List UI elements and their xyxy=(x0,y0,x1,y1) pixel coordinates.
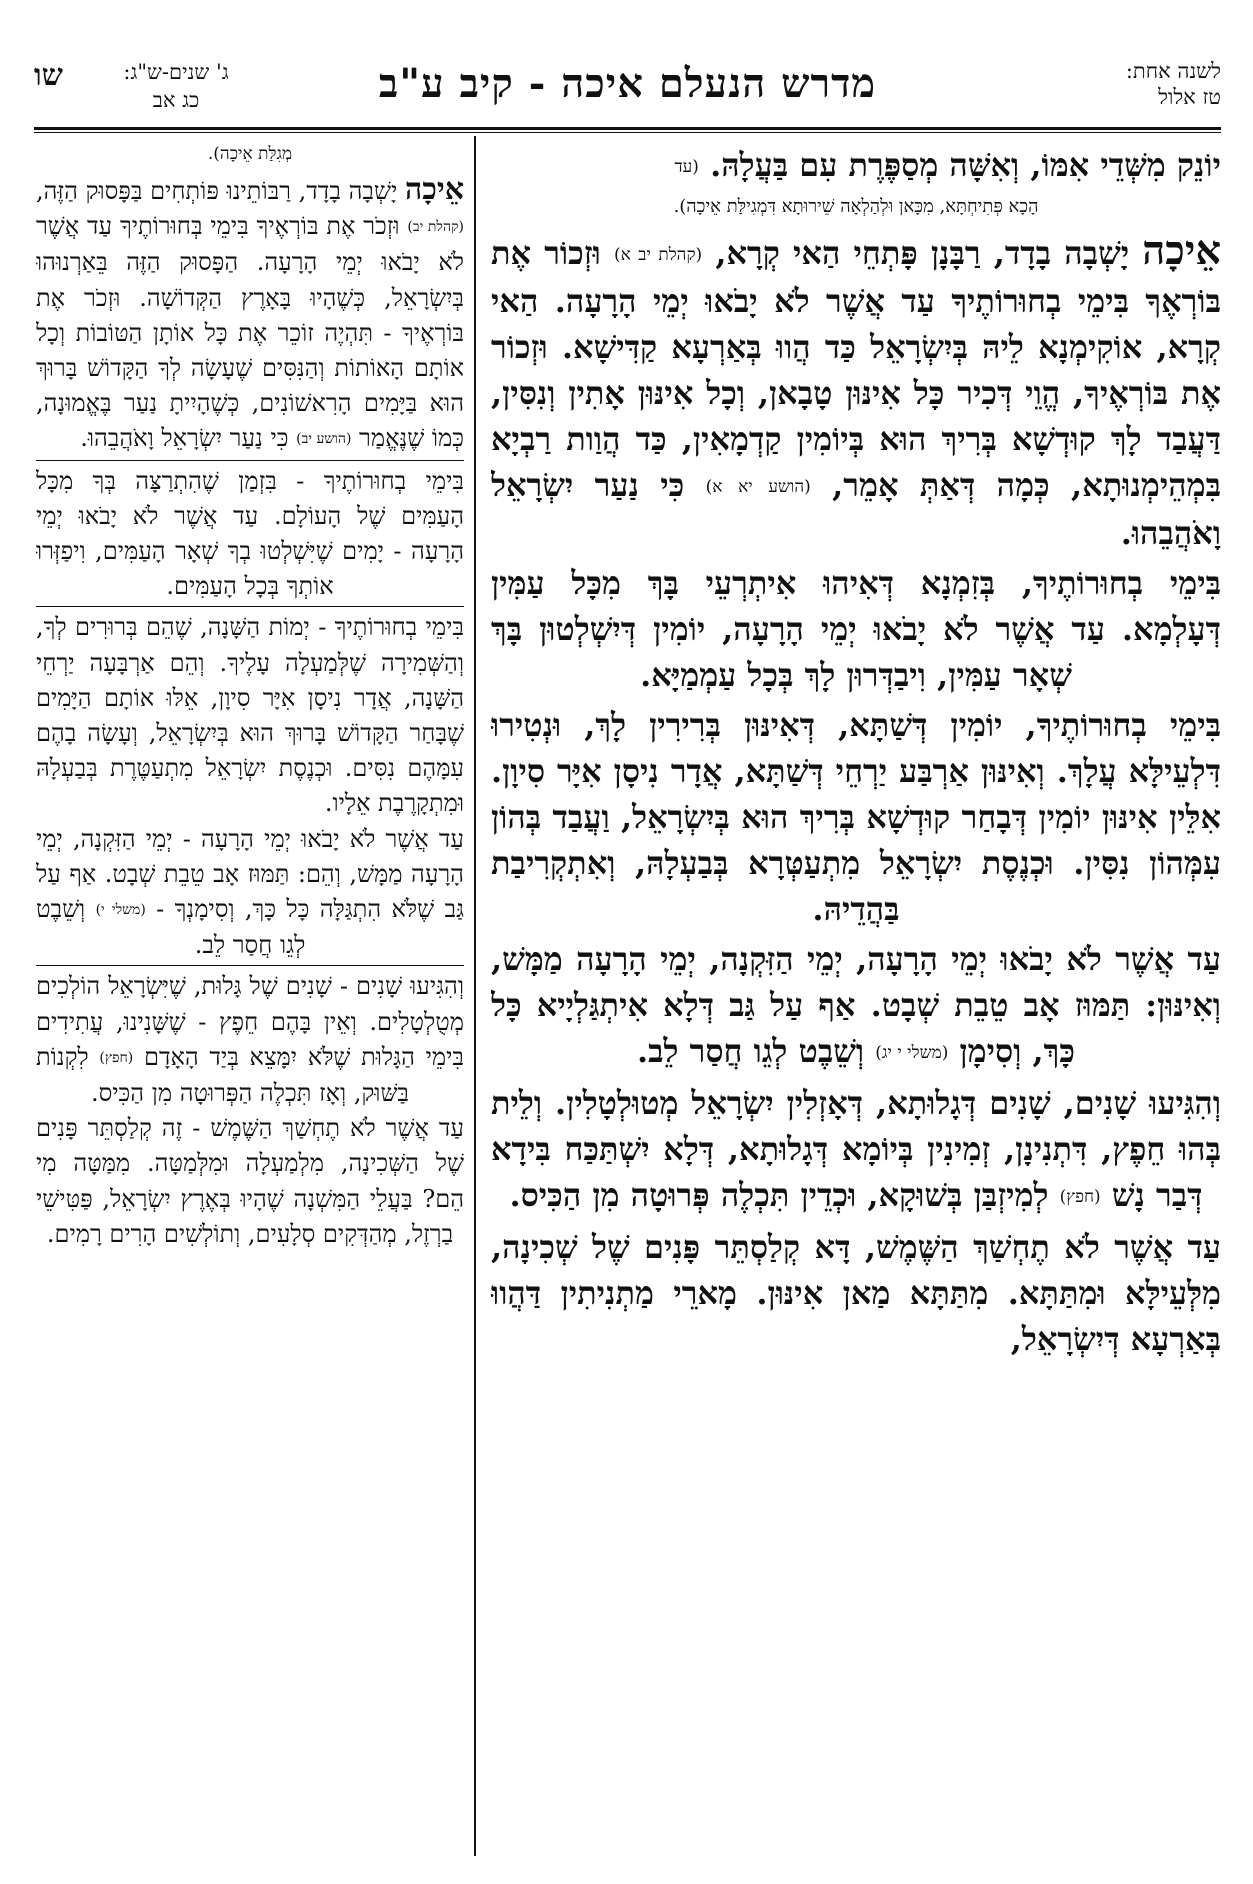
main-p5-text-b: לְמִיזְבַּן בְּשׁוּקָא, וּכְדֵין תִּכְלֶה פְּרוּטָה מִן הַכִּיס. xyxy=(509,1176,1049,1214)
side-p1-text-a: יָשְׁבָה בָדָד, רַבּוֹתֵינוּ פּוֹתְחִים בַּפָּסוּק הַזֶּה, xyxy=(36,177,398,205)
main-paragraph-3: בִּימֵי בְחוּרוֹתֶיךָ, יוֹמִין דְּשַׁתָּא, דְּאִינּוּן בְּרִירִין לָךְ, וּנְטִירוּ דִּלְעֵילָּא עֲלָךְ. וְאִינּוּן אַרְבַּע יַרְחֵי דְּשַׁתָּא, אֲדָר נִיסָן אִיָּר סִיוָן. אִלֵּין אִינּוּן יוֹמִין דְּבָחַר קוּדְשָׁא בְּרִיךְ הוּא בְּיִשְׂרָאֵל, וַעֲבַד בְּהוֹן עִמְּהוֹן נִסִּין. וּכְנֶסֶת יִשְׂרָאֵל מִתְעַטְּרָא בְּבַעְלָהּ, וְאִתְקְרִיבַת בַּהֲדֵיהּ. xyxy=(491,706,1221,928)
side-divider-3 xyxy=(36,965,464,966)
page-title: מדרש הנעלם איכה - קיב ע"ב xyxy=(378,60,877,107)
main-p5-cite: (חפץ) xyxy=(1059,1187,1101,1207)
side-translation-column xyxy=(36,142,464,1862)
side-divider-1 xyxy=(36,460,464,461)
main-paragraph-6: עַד אֲשֶׁר לֹא תֶחְשַׁךְ הַשֶּׁמֶשׁ, דָּא קְלַסְתֵּר פָּנִים שֶׁל שְׁכִינָה, מִלְּעֵילָּא וּמִתַּתָּא. מִתַּתָּא מַאן אִינּוּן. מָארֵי מַתְנִיתִין דַּהֲווּ בְּאַרְעָא דְּיִשְׂרָאֵל, xyxy=(491,1228,1221,1358)
main-paragraph-5 xyxy=(491,1080,1221,1220)
main-paragraph-4 xyxy=(491,936,1221,1076)
side-paragraph-1 xyxy=(36,172,464,458)
main-paragraph-2: בִּימֵי בְחוּרוֹתֶיךָ, בְּזִמְנָא דְּאִיהוּ אִיתְרְעֵי בָּךְ מִכָּל עַמִּין דְּעָלְמָא. עַד אֲשֶׁר לֹא יָבֹאוּ יְמֵי הָרָעָה, יוֹמִין דְּיִשְׁלְטוּן בָּךְ שְׁאָר עַמִּין, וִיבַדְּרוּן לָךְ בְּכָל עַמְמַיָּא. xyxy=(491,564,1221,694)
header-rule xyxy=(34,127,1221,130)
one-year-cycle-label: לשנה אחת: xyxy=(1125,59,1221,83)
side-divider-2 xyxy=(36,606,464,607)
side-p5-cite: (חפץ) xyxy=(99,1049,134,1066)
side-paragraph-2: בִּימֵי בְחוּרוֹתֶיךָ - בִּזְמַן שֶׁהִתְרַצָּה בְּךָ מִכָּל הָעַמִּים שֶׁל הָעוֹלָם. עַד אֲשֶׁר לֹא יָבֹאוּ יְמֵי הָרָעָה - יָמִים שֶׁיִּשְׁלְטוּ בְךָ שְׁאָר הָעַמִּים, וִיפַזְּרוּ אוֹתְךָ בְּכָל הָעַמִּים. xyxy=(36,466,464,601)
side-p5-text-b: לִקְנוֹת בַּשּׁוּק, וְאָז תִּכְלֶה הַפְּרוּטָה מִן הַכִּיס. xyxy=(36,1042,409,1108)
three-year-cycle-date: כג אב xyxy=(152,88,200,112)
side-paragraph-5 xyxy=(36,969,464,1111)
side-p4-text-a: עַד אֲשֶׁר לֹא יָבֹאוּ יְמֵי הָרָעָה - יְמֵי הַזִּקְנָה, יְמֵי הָרָעָה מַמָּשׁ, וְהֵם: תַּמּוּז אָב טֵבֵת שְׁבָט. אַף עַל גַּב שֶׁלֹּא הִתְגַּלָּה כָּל כָּךְ, וְסִימָנְךָ - xyxy=(36,824,464,924)
main-p4-cite: (משלי י יג) xyxy=(875,1043,949,1063)
page-header xyxy=(34,58,1221,124)
main-opening-line xyxy=(491,142,1221,190)
main-p1-lead-word: אֵיכָה xyxy=(1142,227,1221,274)
side-p4-cite: (משלי י) xyxy=(95,902,146,919)
main-opening-cite: (עד xyxy=(674,157,699,177)
main-p5-text-a: וְהִגִּיעוּ שָׁנִים, שָׁנִים דְּגָלוּתָא, דְּאָזְלִין יִשְׂרָאֵל מְטוּלְטָלִין. וְלֵית בְּהוּ חֵפֶץ, דִּתְנִינָן, זְמִינִין בְּיוֹמָא דְּגָלוּתָא, דְּלָא יִשְׁתַּכַּח בִּידָא דְּבַר נָשׁ xyxy=(491,1084,1221,1214)
header-rule-thin xyxy=(34,132,1221,133)
side-p4-text-b: וְשֵׁבֶט לְגֵו חֲסַר לֵב. xyxy=(36,895,306,960)
header-left-date xyxy=(96,58,256,114)
main-p1-text-c: כִּי נַעַר יִשְׂרָאֵל וָאֹהֲבֵהוּ. xyxy=(491,466,1221,552)
side-p1-cite-2: (הושע יב) xyxy=(296,431,352,448)
side-paragraph-6: עַד אֲשֶׁר לֹא תֶחְשַׁךְ הַשֶּׁמֶשׁ - זֶה קְלַסְתֵּר פָּנִים שֶׁל הַשְּׁכִינָה, מִלְמַעְלָה וּמִלְּמַטָּה. מִמַּטָּה מִי הֵם? בַּעֲלֵי הַמִּשְׁנָה שֶׁהָיוּ בְּאֶרֶץ יִשְׂרָאֵל, פַּטִּישֵׁי בַרְזֶל, מְהַדְּקִים סְלָעִים, וְתוֹלְשִׁים הָרִים רָמִים. xyxy=(36,1114,464,1248)
main-p1-text-a: יָשְׁבָה בָדָד, רַבָּנָן פָּתְחֵי הַאי קְרָא, xyxy=(715,234,1130,272)
main-p1-cite-2: (הושע יא א) xyxy=(705,477,811,497)
side-p1-lead-word: אֵיכָה xyxy=(404,172,464,207)
main-p1-cite-1: (קהלת יב א) xyxy=(614,245,703,265)
one-year-cycle-date: טז אלול xyxy=(1158,85,1221,109)
side-p5-text-a: וְהִגִּיעוּ שָׁנִים - שָׁנִים שֶׁל גָּלוּת, שֶׁיִּשְׂרָאֵל הוֹלְכִים מְטֻלְטָלִים. וְאֵין בָּהֶם חֵפֶץ - שֶׁשָּׁנִינוּ, עֲתִידִים בִּימֵי הַגָּלוּת שֶׁלֹּא יִמָּצֵא בְּיַד הָאָדָם xyxy=(36,972,464,1071)
three-year-cycle-label: ג' שנים-ש"ג: xyxy=(123,60,229,84)
main-opening-text: יוֹנֵק מִשְּׁדֵי אִמּוֹ, וְאִשָּׁה מְסַפֶּרֶת עִם בַּעֲלָהּ. xyxy=(710,146,1221,184)
side-paragraph-3: בִּימֵי בְחוּרוֹתֶיךָ - יְמוֹת הַשָּׁנָה, שֶׁהֵם בְּרוּרִים לְךָ, וְהַשְּׁמִירָה שֶׁלְּמַעְלָה עָלֶיךָ. וְהֵם אַרְבָּעָה יַרְחֵי הַשָּׁנָה, אֲדָר נִיסָן אִיָּר סִיוָן, אֵלּוּ אוֹתָם הַיָּמִים שֶׁבָּחַר הַקָּדוֹשׁ בָּרוּךְ הוּא בְּיִשְׂרָאֵל, וְעָשָׂה בָהֶם עִמָּהֶם נִסִּים. וּכְנֶסֶת יִשְׂרָאֵל מִתְעַטֶּרֶת בְּבַעְלָהּ וּמִתְקָרֶבֶת אֵלָיו. xyxy=(36,613,464,818)
main-editor-note: הָכָא פְּתִיחְתָּא, מִכָּאן וּלְהַלְאָה שֵׁירוּתָא דִּמְגִילַּת אֵיכָה). xyxy=(673,196,1039,217)
main-p1-text-b: וּזְכוֹר אֶת בּוֹרְאֶךָ בִּימֵי בְחוּרוֹתֶיךָ עַד אֲשֶׁר לֹא יָבֹאוּ יְמֵי הָרָעָה. הַאי קְרָא, אוֹקִימְנָא לֵיהּ בְּיִשְׂרָאֵל כַּד הֲווּ בְּאַרְעָא קַדִּישָׁא. וּזְכוֹר אֶת בּוֹרְאֶיךָ, הֱוֵי דְּכִיר כָּל אִינּוּן טָבָאן, וְכָל אִינּוּן אָתִין וְנִסִּין, דַּעֲבַד לָךְ קוּדְשָׁא בְּרִיךְ הוּא בְּיוֹמִין קַדְמָאִין, כַּד הֲוַות רַבְיָא בִּמְהֵימְנוּתָא, כְּמָה דְּאַתְּ אָמֵר, xyxy=(491,234,1221,504)
folio-number: שו xyxy=(34,58,63,93)
side-column-heading: מְגִלַּת אֵיכָה). xyxy=(207,144,293,164)
main-p4-text-a: עַד אֲשֶׁר לֹא יָבֹאוּ יְמֵי הָרָעָה, יְמֵי הַזִּקְנָה, יְמֵי הָרָעָה מַמָּשׁ, וְאִינּוּן: תַּמּוּז אָב טֵבֵת שְׁבָט. אַף עַל גַּב דְּלָא אִיתְגַּלְיָיא כָּל כָּךְ, וְסִימָן xyxy=(491,940,1221,1070)
main-text-column xyxy=(491,142,1221,1862)
main-paragraph-1 xyxy=(491,228,1221,556)
side-p1-cite-1: (קהלת יב) xyxy=(407,219,464,236)
side-p1-text-c: כִּי נַעַר יִשְׂרָאֵל וָאֹהֲבֵהוּ. xyxy=(80,424,289,453)
main-p4-text-b: וְשֵׁבֶט לְגֵו חֲסַר לֵב. xyxy=(636,1032,865,1070)
column-divider xyxy=(474,136,476,1856)
side-paragraph-4 xyxy=(36,822,464,964)
side-p1-text-b: וּזְכֹר אֶת בּוֹרְאֶיךָ בִּימֵי בְּחוּרוֹתֶיךָ עַד אֲשֶׁר לֹא יָבֹאוּ יְמֵי הָרָעָה. הַפָּסוּק הַזֶּה בֵּאַרְנוּהוּ בְּיִשְׂרָאֵל, כְּשֶׁהָיוּ בָּאָרֶץ הַקְּדוֹשָׁה. וּזְכֹר אֶת בּוֹרְאֶיךָ - תִּהְיֶה זוֹכֵר אֶת כָּל אוֹתָן הַטּוֹבוֹת וְכָל אוֹתָם הָאוֹתוֹת וְהַנִּסִּים שֶׁעָשָׂה לְךָ הַקָּדוֹשׁ בָּרוּךְ הוּא בַּיָּמִים הָרִאשׁוֹנִים, כְּשֶׁהָיִיתָ נַעַר בֶּאֱמוּנָה, כְּמוֹ שֶׁנֶּאֱמַר xyxy=(36,212,464,453)
